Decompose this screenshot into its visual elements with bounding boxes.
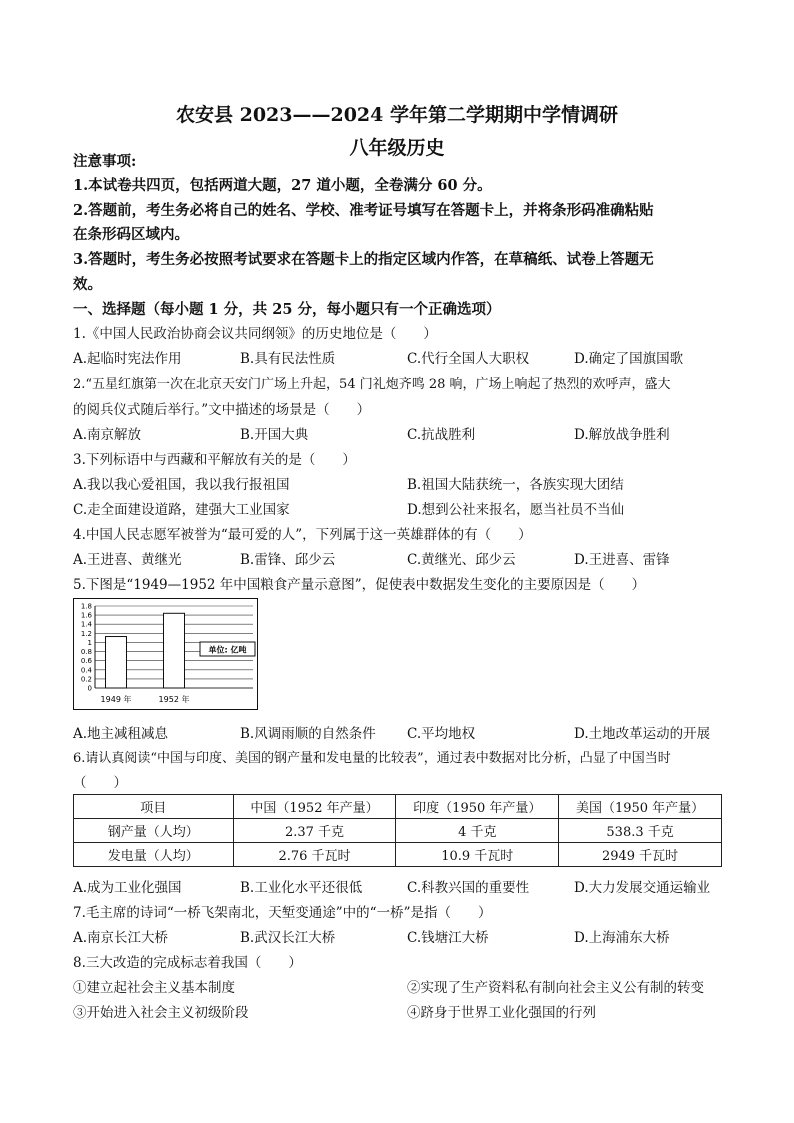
chart-y-tick-label: 0.2: [80, 675, 92, 684]
table-cell: 10.9 千瓦时: [396, 843, 559, 867]
question-2-stem-a: 2.“五星红旗第一次在北京天安门广场上升起，54 门礼炮齐鸣 28 响，广场上响起了热烈的欢呼声，盛大: [73, 377, 671, 392]
chart-unit-label: 单位: 亿吨: [208, 645, 247, 655]
question-7-stem: 7.毛主席的诗词“一桥飞架南北，天堑变通途”中的“一桥”是指（ ）: [73, 905, 492, 921]
option-d: D.确定了国旗国歌: [574, 351, 684, 367]
option-a: A.地主减租减息: [73, 726, 169, 742]
chart-y-tick-label: 1.8: [80, 602, 92, 611]
section-heading: 一、选择题（每小题 1 分，共 25 分，每小题只有一个正确选项）: [73, 301, 501, 318]
option-b: B.开国大典: [240, 427, 309, 443]
notice-item-1: 1.本试卷共四页，包括两道大题，27 道小题，全卷满分 60 分。: [73, 177, 492, 194]
grain-output-chart: [73, 598, 258, 710]
chart-y-tick-label: 0.4: [80, 666, 92, 675]
option-1: ①建立起社会主义基本制度: [73, 980, 235, 996]
option-4: ④跻身于世界工业化强国的行列: [407, 1005, 596, 1021]
table-cell: 2949 千瓦时: [559, 843, 722, 867]
question-6-stem-a: 6.请认真阅读“中国与印度、美国的钢产量和发电量的比较表”，通过表中数据对比分析，凸显了中国当时: [73, 751, 671, 766]
chart-x-labels: [101, 694, 190, 704]
chart-y-tick-label: 0: [87, 684, 92, 693]
question-6-stem-b: （ ）: [73, 775, 127, 791]
table-cell: 2.76 千瓦时: [233, 843, 396, 867]
table-header-cell: 美国（1950 年产量）: [559, 795, 722, 819]
option-b: B.风调雨顺的自然条件: [240, 726, 376, 742]
table-row: [74, 819, 722, 843]
notice-item-2b: 在条形码区域内。: [73, 226, 189, 243]
notice-heading: 注意事项:: [73, 153, 137, 170]
notice-item-3a: 3.答题时，考生务必按照考试要求在答题卡上的指定区域内作答，在草稿纸、试卷上答题无: [73, 251, 654, 268]
chart-bar: [106, 637, 127, 688]
table-header-cell: 项目: [74, 795, 234, 819]
chart-y-tick-label: 0.8: [80, 648, 92, 657]
option-d: D.王进喜、雷锋: [574, 552, 670, 568]
option-a: A.南京解放: [73, 427, 142, 443]
table-header-cell: 印度（1950 年产量）: [396, 795, 559, 819]
option-b: B.雷锋、邱少云: [240, 552, 336, 568]
option-a: A.南京长江大桥: [73, 930, 169, 946]
question-2-stem-b: 的阅兵仪式随后举行。”文中描述的场景是（ ）: [73, 402, 371, 418]
chart-bar: [164, 613, 185, 688]
option-d: D.上海浦东大桥: [574, 930, 670, 946]
option-b: B.具有民法性质: [240, 351, 336, 367]
option-d: D.解放战争胜利: [574, 427, 670, 443]
option-b: B.工业化水平还很低: [240, 880, 363, 896]
table-header-cell: 中国（1952 年产量）: [233, 795, 396, 819]
question-3-stem: 3.下列标语中与西藏和平解放有关的是（ ）: [73, 452, 356, 468]
table-cell: 钢产量（人均）: [74, 819, 234, 843]
option-a: A.王进喜、黄继光: [73, 552, 182, 568]
chart-y-tick-label: 1.4: [80, 620, 92, 629]
option-c: C.黄继光、邱少云: [407, 552, 516, 568]
exam-title: 农安县 2023——2024 学年第二学期期中学情调研: [176, 104, 618, 126]
option-c: C.钱塘江大桥: [407, 930, 489, 946]
chart-y-tick-label: 1.2: [80, 629, 92, 638]
option-d: D.想到公社来报名，愿当社员不当仙: [407, 502, 625, 518]
option-c: C.抗战胜利: [407, 427, 476, 443]
chart-y-ticks: [81, 603, 93, 693]
comparison-table: [73, 794, 722, 867]
table-cell: 发电量（人均）: [74, 843, 234, 867]
table-cell: 538.3 千克: [559, 819, 722, 843]
option-d: D.土地改革运动的开展: [574, 726, 711, 742]
option-d: D.大力发展交通运输业: [574, 880, 711, 896]
option-c: C.平均地权: [407, 726, 476, 742]
table-cell: 2.37 千克: [233, 819, 396, 843]
option-2: ②实现了生产资料私有制向社会主义公有制的转变: [407, 980, 704, 996]
option-a: A.起临时宪法作用: [73, 351, 182, 367]
table-header-row: [74, 795, 722, 819]
question-4-stem: 4.中国人民志愿军被誉为“最可爱的人”，下列属于这一英雄群体的有（ ）: [73, 527, 532, 543]
option-a: A.我以我心爱祖国，我以我行报祖国: [73, 477, 290, 493]
question-1-stem: 1.《中国人民政治协商会议共同纲领》的历史地位是（ ）: [73, 326, 437, 342]
notice-item-2a: 2.答题前，考生务必将自己的姓名、学校、准考证号填写在答题卡上，并将条形码准确粘贴: [73, 202, 654, 219]
option-a: A.成为工业化强国: [73, 880, 182, 896]
option-b: B.武汉长江大桥: [240, 930, 336, 946]
question-8-stem: 8.三大改造的完成标志着我国（ ）: [73, 955, 302, 971]
option-3: ③开始进入社会主义初级阶段: [73, 1005, 249, 1021]
table-row: [74, 843, 722, 867]
option-b: B.祖国大陆获统一，各族实现大团结: [407, 477, 624, 493]
option-c: C.走全面建设道路，建强大工业国家: [73, 502, 290, 518]
question-5-stem: 5.下图是“1949—1952 年中国粮食产量示意图”，促使表中数据发生变化的主要原因是（ ）: [73, 577, 646, 593]
exam-subtitle: 八年级历史: [349, 137, 445, 159]
chart-y-tick-label: 1: [87, 638, 92, 647]
chart-x-tick-label: 1952 年: [158, 695, 190, 704]
chart-x-tick-label: 1949 年: [100, 695, 132, 704]
table-cell: 4 千克: [396, 819, 559, 843]
option-c: C.代行全国人大职权: [407, 351, 530, 367]
chart-y-tick-label: 1.6: [80, 611, 92, 620]
chart-y-tick-label: 0.6: [80, 657, 92, 666]
option-c: C.科教兴国的重要性: [407, 880, 530, 896]
notice-item-3b: 效。: [73, 276, 102, 293]
